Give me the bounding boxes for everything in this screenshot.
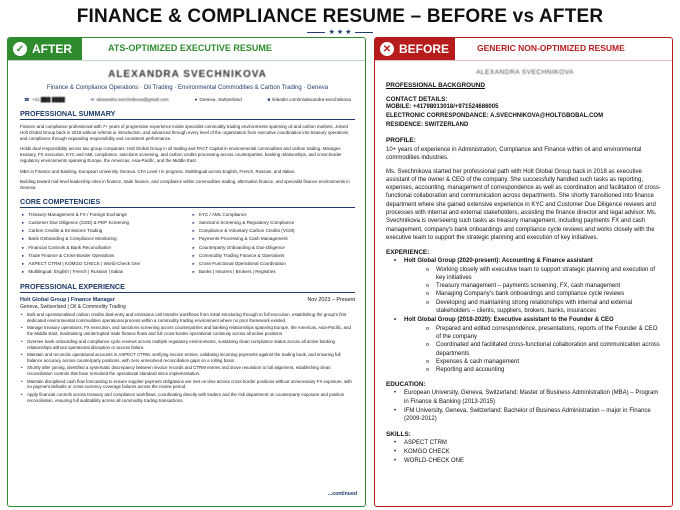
experience-bullet: • Oversee bank onboarding and compliance cycle reviews across multiple regulatory environments, sustaining clean compliance status across all active banking relationships without operational disruption or access failure.: [20, 339, 355, 351]
skill-item: • WORLD-CHECK ONE: [386, 457, 664, 465]
before-panel-header: [375, 38, 672, 61]
summary-paragraph: MBA in Finance and Banking, European University Geneva. CFA Level I in progress. Multilingual across English, French, Russian, and Italian.: [20, 168, 296, 174]
experience-bullet: • Manage treasury operations, FX execution, and sanctions screening across counterparties and banking relationships spanning Europe, the Americas, Asia-Pacific, and the Middle East, maintaining uninterrupted trade finance flows and full cross-border operational continuity across all active positions.: [20, 325, 355, 337]
before-badge: [375, 38, 455, 60]
competencies-grid: [20, 211, 355, 277]
divider-line-left: [307, 32, 325, 33]
summary-paragraph: Building toward mid-level leadership roles in finance, trade finance, and compliance within commodities trading, alternative finance, and specialist finance environments in Geneva.: [20, 178, 350, 190]
job-title: Holt Global Group | Finance Manager: [20, 297, 115, 304]
competency-item: ▸ Treasury Management & FX / Foreign Exchange: [20, 211, 185, 219]
experience-item: o Expenses & cash management: [386, 358, 664, 366]
after-panel-header: [8, 38, 365, 61]
profile-paragraph: Ms. Svechnikova started her professional path with Holt Global Group back in 2018 as executive assistant of the owner & CEO of the company. She successfully handled such tasks as reporting, expenses, accounting, management of correspondence as well as coordination and facilitation of cross-functional collaboration and communication across departments. She shortly transitioned into finance department where she gained extensive experience in KYC and Customer Due Diligence reviews and processes with internal and external stakeholders, assisting the finance director and legal advisor. Ms. Svechnikova is overseeing such tasks as treasury management, including payments FX and cash management, company's bank onboardings and compliance cycle reviews and works closely with the executive team to support the strategic planning and execution of key initiatives.: [386, 168, 661, 241]
skill-item: • KOMGO CHECK: [386, 448, 664, 456]
contact-heading: CONTACT DETAILS:: [386, 96, 448, 103]
skills-heading: SKILLS:: [386, 430, 411, 438]
experience-item: o Prepared and edited correspondence, presentations, reports of the Founder & CEO of the company: [386, 325, 664, 342]
education-item: • IFM University, Geneva, Switzerland: Bachelor of Business Administration – major in Finance (2009-2012): [386, 407, 664, 424]
before-subtitle: GENERIC NON-OPTIMIZED RESUME: [477, 43, 625, 53]
after-resume: [8, 69, 365, 404]
education-heading: EDUCATION:: [386, 381, 426, 389]
competency-item: ▸ Commodity Trading Finance & Operations: [191, 252, 356, 260]
stars-decoration: ★ ★ ★: [328, 29, 352, 36]
experience-bullet: • Apply financial controls across treasury and compliance workflows, coordinating directly with traders and the risk department on counterparty exposure and position reconciliation, ensuring full auditability across all commodity trading transactions.: [20, 392, 355, 404]
after-badge-label: AFTER: [32, 42, 72, 56]
divider-line-right: [355, 32, 373, 33]
location-icon: ●: [194, 97, 198, 102]
competency-item: ▸ Trade Finance & Cross-Border Operations: [20, 252, 185, 260]
experience-item: o Treasury management – payments screening, FX, cash management: [386, 282, 664, 290]
profile-heading: PROFILE:: [386, 137, 416, 144]
after-subtitle: ATS-OPTIMIZED EXECUTIVE RESUME: [108, 43, 272, 53]
continued-label: ...continued: [327, 491, 357, 497]
competencies-heading: CORE COMPETENCIES: [20, 197, 355, 208]
after-badge: [8, 38, 82, 60]
experience-item: o Working closely with executive team to support strategic planning and execution of key initiatives: [386, 266, 664, 283]
summary-paragraph: Finance and compliance professional with 7+ years of progressive experience inside specialist commodity trading environments spanning oil and carbon markets. Joined Holt Global Group back in 2018 without referral or introduction, and advanced through every level of the organisation from executive coordination into treasury operations and compliance through expanding responsibility and consistent performance.: [20, 124, 349, 142]
experience-item: o Coordinated and facilitated cross-functional collaboration and communication across departments: [386, 341, 664, 358]
competency-item: ▸ Carbon Credits & Emissions Trading: [20, 227, 185, 235]
competency-item: ▸ Sanctions Screening & Regulatory Compliance: [191, 219, 356, 227]
summary-heading: PROFESSIONAL SUMMARY: [20, 109, 355, 120]
background-heading: PROFESSIONAL BACKGROUND: [386, 82, 485, 89]
before-experience-heading: EXPERIENCE:: [386, 249, 430, 257]
competency-item: ▸ Banks | Insurers | Brokers | Registries: [191, 268, 356, 276]
experience-item: o Developing and maintaining strong relationships with internal and external stakeholders – clients, suppliers, brokers, banks, insurances: [386, 299, 664, 316]
competency-item: ▸ Multilingual: English | French | Russian | Italian: [20, 268, 185, 276]
residence-line: RESIDENCE: SWITZERLAND: [386, 122, 469, 128]
experience-bullet: • Maintain disciplined cash flow forecasting to ensure supplier payment obligations are met on time across cross-border positions without unnecessary FX exposure, with no payment defaults or cross-currency coverage failures across the review period.: [20, 379, 355, 391]
experience-role: • Holt Global Group (2020-present): Accounting & Finance assistant: [386, 257, 664, 265]
contact-email: ✉ alexandra.svechnikova@gmail.com: [90, 97, 169, 102]
before-resume: [375, 69, 672, 466]
profile-paragraph: 10+ years of experience in Administration, Compliance and Finance within oil and environmental commodities industries.: [386, 147, 642, 162]
experience-bullet: • Shortly after joining, identified a systematic discrepancy between invoice records and CTRM entries and drove resolution to full alignment, establishing clean reconciliation controls that have remained the operational standard since implementation.: [20, 365, 355, 377]
contact-phone: ☎ +41 ███ ████: [24, 97, 65, 102]
title-divider: [0, 28, 680, 36]
competency-item: ▸ KYC / AML Compliance: [191, 211, 356, 219]
email-line: ELECTRONIC CORRESPONDANCE: A.SVECHNIKOVA@HOLTGBOBAL.COM: [386, 113, 604, 119]
competency-item: ▸ Payments Processing & Cash Management: [191, 235, 356, 243]
experience-item: o Reporting and accounting: [386, 366, 664, 374]
mobile-line: MOBILE: +41798013018/+971524686005: [386, 104, 499, 110]
linkedin-icon: ■: [267, 97, 271, 102]
phone-icon: ☎: [24, 97, 30, 102]
experience-role: • Holt Global Group (2018-2020): Executive assistant to the Founder & CEO: [386, 316, 664, 324]
skill-item: • ASPECT CTRM: [386, 439, 664, 447]
experience-bullet: • Maintain and reconcile operational accounts in ASPECT CTRM, verifying invoice entries, validating incoming payments against the trading book, and ensuring full balance accuracy across counterparty positions, with zero unresolved reconciliation gaps on a rolling basis.: [20, 352, 355, 364]
page-title: FINANCE & COMPLIANCE RESUME – BEFORE vs AFTER: [76, 6, 604, 27]
competency-item: ▸ ASPECT CTRM | KOMGO CHECK | World-Check One: [20, 260, 185, 268]
before-badge-label: BEFORE: [399, 42, 450, 56]
competency-item: ▸ Counterparty Onboarding & Due Diligence: [191, 244, 356, 252]
contact-linkedin: ■ linkedin.com/in/alexandra-svechnikova: [267, 97, 351, 102]
job-location: Geneva, Switzerland | Oil & Commodity Trading: [20, 304, 126, 311]
competency-item: ▸ Cross-Functional Operational Coordination: [191, 260, 356, 268]
before-panel: [374, 37, 673, 507]
education-item: • European University, Geneva, Switzerland: Master of Business Administration (MBA) – Program in Finance & Banking (2013-2015): [386, 389, 664, 406]
competency-item: ▸ Customer Due Diligence (CDD) & PEP Screening: [20, 219, 185, 227]
job-dates: Nov 2023 – Present: [307, 297, 355, 304]
after-contact-bar: [20, 97, 355, 103]
experience-item: o Managing Company's bank onboardings and compliance cycle reviews: [386, 290, 664, 298]
competency-item: ▸ Financial Controls & Bank Reconciliation: [20, 244, 185, 252]
experience-bullet: • Built and operationalised carbon credits deal-entry and emissions unit transfer workflows from initial structuring through to full execution, establishing the group's first dedicated environmental commodities operational process within a commodity trading environment where no prior framework existed.: [20, 312, 355, 324]
before-candidate-name: ALEXANDRA SVECHNIKOVA: [476, 69, 574, 76]
after-panel: [7, 37, 366, 507]
after-headline: Finance & Compliance Operations · Oil Trading · Environmental Commodities & Carbon Trading · Geneva: [46, 85, 329, 91]
after-candidate-name: ALEXANDRA SVECHNIKOVA: [108, 69, 267, 80]
job-header: [20, 297, 355, 303]
x-icon: ✕: [380, 42, 394, 56]
email-icon: ✉: [90, 97, 95, 102]
check-icon: ✓: [13, 42, 27, 56]
summary-paragraph: Holds dual responsibility across two group companies: Holt Global Group in oil trading and PACT Capital in environmental commodities and carbon trading. Manages treasury, FX execution, KYC and AML compliance, sanctions screening, and carbon credits processing across counterparties, banking relationships, and cross-border regulatory environments spanning Europe, the Americas, Asia-Pacific, and the Middle East.: [20, 146, 342, 164]
contact-location: ● Geneva, Switzerland: [194, 97, 242, 102]
competency-item: ▸ Bank Onboarding & Compliance Monitoring: [20, 235, 185, 243]
experience-heading: PROFESSIONAL EXPERIENCE: [20, 282, 355, 293]
competency-item: ▸ Compliance & Voluntary Carbon Credits (VCM): [191, 227, 356, 235]
